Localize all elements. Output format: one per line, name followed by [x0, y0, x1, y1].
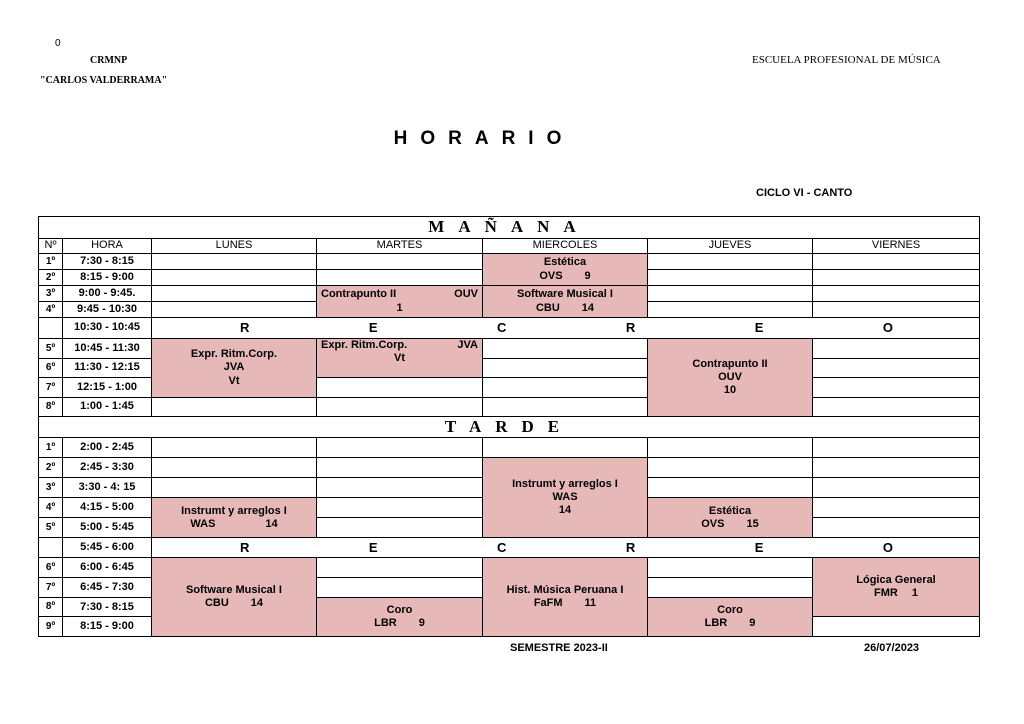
- recess-letter: R: [240, 320, 250, 336]
- row-time: 1:00 - 1:45: [63, 398, 152, 417]
- course-room: 9: [584, 269, 591, 282]
- slot-empty: [813, 398, 980, 417]
- row-time: 6:45 - 7:30: [63, 578, 152, 598]
- row-time: 5:45 - 6:00: [63, 538, 152, 558]
- slot-empty: [648, 286, 813, 302]
- slot-empty: [483, 359, 648, 378]
- recess-letter: O: [882, 540, 893, 556]
- course-prof: JVA: [457, 339, 478, 351]
- row-time: 9:45 - 10:30: [63, 302, 152, 318]
- row-number: 1º: [39, 438, 63, 458]
- course-name: Lógica General: [856, 574, 936, 587]
- course-prof: FaFM: [533, 597, 563, 610]
- course-name: Contrapunto II: [692, 357, 768, 370]
- course-room: 15: [746, 517, 759, 530]
- slot-empty: [152, 270, 317, 286]
- slot-empty: [813, 617, 980, 637]
- date-label: 26/07/2023: [864, 642, 920, 654]
- slot-empty: [483, 398, 648, 417]
- row-number: 8º: [39, 598, 63, 617]
- course-name: Coro: [386, 604, 413, 617]
- row-time: 9:00 - 9:45.: [63, 286, 152, 302]
- row-time: 2:45 - 3:30: [63, 458, 152, 478]
- slot-empty: [648, 578, 813, 598]
- semester-label: SEMESTRE 2023-II: [510, 642, 608, 654]
- schedule-table: [38, 216, 980, 637]
- course-prof: WAS: [552, 491, 578, 504]
- course-prof: LBR: [704, 617, 728, 630]
- slot-empty: [813, 378, 980, 398]
- col-header-thursday: JUEVES: [648, 239, 813, 254]
- course-name: Instrumt y arreglos I: [181, 504, 287, 517]
- recess-letter: R: [625, 320, 636, 336]
- recess-letter: E: [754, 320, 764, 336]
- course-prof: OUV: [718, 370, 742, 383]
- course-cell: [648, 498, 813, 538]
- course-room: 9: [749, 617, 756, 630]
- course-cell: [152, 498, 317, 538]
- course-name: Estética: [708, 504, 752, 517]
- recess-letter: R: [240, 540, 250, 556]
- course-room: 14: [250, 597, 264, 610]
- course-room: 9: [418, 617, 425, 630]
- row-time: 4:15 - 5:00: [63, 498, 152, 518]
- cycle-label: CICLO VI - CANTO: [756, 187, 853, 199]
- course-prof: JVA: [223, 361, 245, 374]
- slot-empty: [813, 302, 980, 318]
- slot-empty: [648, 558, 813, 578]
- course-prof: LBR: [374, 617, 397, 630]
- slot-empty: [813, 438, 980, 458]
- course-room: 14: [265, 517, 278, 530]
- row-number: [39, 538, 63, 558]
- slot-empty: [152, 458, 317, 478]
- slot-empty: [813, 339, 980, 359]
- recess-letter: E: [754, 540, 764, 556]
- institution-name: "CARLOS VALDERRAMA": [40, 75, 168, 86]
- slot-empty: [483, 438, 648, 458]
- course-info: [152, 518, 316, 531]
- slot-empty: [152, 286, 317, 302]
- col-header-tuesday: MARTES: [317, 239, 483, 254]
- slot-empty: [813, 518, 980, 538]
- row-number: 8º: [39, 398, 63, 417]
- course-cell: [483, 286, 648, 318]
- slot-empty: [317, 270, 483, 286]
- course-name: Instrumt y arreglos I: [512, 478, 618, 491]
- course-cell: [152, 339, 317, 398]
- recess-letter: E: [368, 540, 378, 556]
- corner-mark: 0: [55, 38, 61, 49]
- course-info: [483, 270, 647, 283]
- col-header-monday: LUNES: [152, 239, 317, 254]
- slot-empty: [317, 254, 483, 270]
- course-name: Coro: [717, 604, 743, 617]
- slot-empty: [648, 270, 813, 286]
- course-cell: [483, 458, 648, 538]
- recess-row: [152, 538, 980, 558]
- course-prof: OVS: [539, 269, 563, 282]
- row-number: 2º: [39, 458, 63, 478]
- course-prof: OUV: [454, 288, 478, 301]
- row-time: 12:15 - 1:00: [63, 378, 152, 398]
- slot-empty: [483, 378, 648, 398]
- row-number: 5º: [39, 518, 63, 538]
- course-cell: [317, 286, 483, 318]
- morning-header: MAÑANA: [39, 217, 980, 239]
- slot-empty: [813, 286, 980, 302]
- row-time: 11:30 - 12:15: [63, 359, 152, 378]
- row-time: 10:30 - 10:45: [63, 318, 152, 339]
- course-cell: [813, 558, 980, 617]
- course-title-line: [317, 339, 482, 352]
- course-cell: [483, 254, 648, 286]
- row-time: 8:15 - 9:00: [63, 617, 152, 637]
- slot-empty: [152, 302, 317, 318]
- slot-empty: [152, 254, 317, 270]
- course-prof: OVS: [701, 517, 725, 530]
- course-room: 14: [558, 504, 572, 517]
- row-time: 10:45 - 11:30: [63, 339, 152, 359]
- course-info: [483, 302, 647, 315]
- institution-short: CRMNP: [90, 55, 128, 66]
- row-number: 7º: [39, 578, 63, 598]
- course-name: Expr. Ritm.Corp.: [321, 339, 408, 351]
- course-room: Vt: [394, 352, 405, 365]
- recess-letter: E: [368, 320, 378, 336]
- recess-letter: C: [497, 320, 507, 336]
- row-number: 3º: [39, 478, 63, 498]
- course-name: Expr. Ritm.Corp.: [190, 348, 278, 361]
- course-info: [317, 617, 482, 630]
- slot-empty: [813, 498, 980, 518]
- course-title-line: [317, 288, 482, 301]
- course-name: Software Musical I: [517, 288, 613, 301]
- slot-empty: [648, 478, 813, 498]
- slot-empty: [317, 578, 483, 598]
- row-time: 6:00 - 6:45: [63, 558, 152, 578]
- col-header-friday: VIERNES: [813, 239, 980, 254]
- course-info: [483, 597, 647, 610]
- row-time: 2:00 - 2:45: [63, 438, 152, 458]
- course-info: [648, 617, 812, 630]
- slot-empty: [317, 398, 483, 417]
- col-header-time: HORA: [63, 239, 152, 254]
- row-number: 6º: [39, 359, 63, 378]
- col-header-wednesday: MIERCOLES: [483, 239, 648, 254]
- row-number: 2º: [39, 270, 63, 286]
- row-number: 7º: [39, 378, 63, 398]
- course-prof: CBU: [204, 597, 229, 610]
- row-time: 3:30 - 4: 15: [63, 478, 152, 498]
- course-name: Contrapunto II: [321, 288, 397, 301]
- slot-empty: [813, 458, 980, 478]
- course-cell: [648, 598, 813, 637]
- slot-empty: [813, 270, 980, 286]
- row-number: 3º: [39, 286, 63, 302]
- slot-empty: [648, 458, 813, 478]
- slot-empty: [648, 302, 813, 318]
- slot-empty: [648, 254, 813, 270]
- slot-empty: [317, 518, 483, 538]
- slot-empty: [813, 478, 980, 498]
- course-name: Estética: [543, 256, 587, 269]
- page-title: HORARIO: [393, 128, 575, 149]
- row-number: 4º: [39, 498, 63, 518]
- slot-empty: [152, 438, 317, 458]
- row-time: 8:15 - 9:00: [63, 270, 152, 286]
- slot-empty: [317, 498, 483, 518]
- course-prof: CBU: [535, 301, 560, 314]
- course-cell: [317, 598, 483, 637]
- course-name: Software Musical I: [186, 584, 282, 597]
- row-number: 5º: [39, 339, 63, 359]
- course-cell: [648, 339, 813, 417]
- course-room: 14: [581, 301, 595, 314]
- row-time: 5:00 - 5:45: [63, 518, 152, 538]
- course-prof: FMR: [874, 587, 898, 600]
- slot-empty: [813, 254, 980, 270]
- slot-empty: [483, 339, 648, 359]
- slot-empty: [317, 458, 483, 478]
- course-name: Hist. Música Peruana I: [506, 584, 624, 597]
- row-number: [39, 318, 63, 339]
- course-cell: [483, 558, 648, 637]
- row-time: 7:30 - 8:15: [63, 254, 152, 270]
- slot-empty: [317, 478, 483, 498]
- slot-empty: [317, 558, 483, 578]
- slot-empty: [648, 438, 813, 458]
- slot-empty: [152, 398, 317, 417]
- course-cell: [152, 558, 317, 637]
- course-info: [152, 597, 316, 610]
- course-room: 1: [396, 301, 403, 314]
- recess-letter: C: [497, 540, 507, 556]
- slot-empty: [317, 378, 483, 398]
- course-prof: WAS: [190, 517, 216, 530]
- course-room: 11: [584, 597, 597, 610]
- row-number: 6º: [39, 558, 63, 578]
- course-room: 10: [723, 384, 737, 397]
- course-cell: [317, 339, 483, 378]
- row-time: 7:30 - 8:15: [63, 598, 152, 617]
- row-number: 9º: [39, 617, 63, 637]
- row-number: 4º: [39, 302, 63, 318]
- slot-empty: [813, 359, 980, 378]
- col-header-number: Nº: [39, 239, 63, 254]
- recess-row: [152, 318, 980, 339]
- course-room: 1: [911, 587, 918, 600]
- course-room: Vt: [228, 374, 240, 387]
- course-info: [813, 587, 979, 600]
- course-info: [648, 518, 812, 531]
- slot-empty: [317, 438, 483, 458]
- recess-letter: R: [625, 540, 636, 556]
- slot-empty: [152, 478, 317, 498]
- recess-letter: O: [882, 320, 893, 336]
- afternoon-header: TARDE: [39, 417, 980, 438]
- school-name: ESCUELA PROFESIONAL DE MÚSICA: [752, 54, 941, 66]
- row-number: 1º: [39, 254, 63, 270]
